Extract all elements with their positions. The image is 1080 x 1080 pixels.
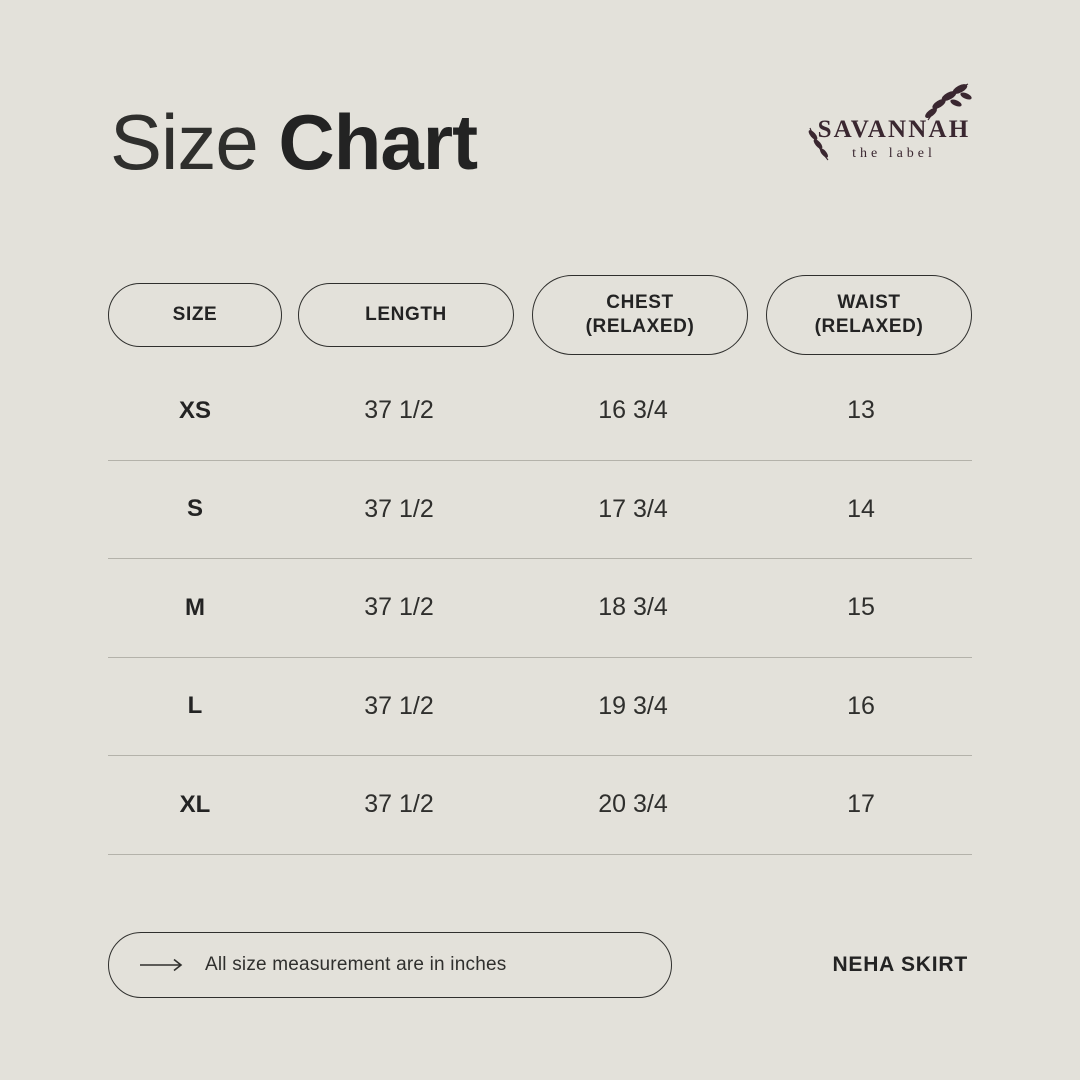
brand-logo bbox=[794, 88, 994, 180]
measurement-note bbox=[108, 932, 672, 998]
cell-waist: 15 bbox=[847, 593, 875, 622]
table-row bbox=[108, 461, 972, 560]
cell-waist: 14 bbox=[847, 494, 875, 523]
column-header-waist-line2: (RELAXED) bbox=[814, 316, 924, 337]
arrow-right-icon bbox=[139, 958, 187, 972]
cell-chest: 17 3/4 bbox=[598, 494, 668, 523]
cell-chest: 19 3/4 bbox=[598, 691, 668, 720]
cell-size: S bbox=[186, 495, 203, 523]
column-header-size-label: SIZE bbox=[172, 304, 218, 326]
column-header-waist bbox=[766, 275, 972, 355]
table-row bbox=[108, 559, 972, 658]
brand-name: SAVANNAH bbox=[817, 116, 971, 143]
column-header-chest-line2: (RELAXED) bbox=[585, 316, 695, 337]
cell-chest: 16 3/4 bbox=[598, 396, 668, 425]
column-header-length-label: LENGTH bbox=[365, 304, 447, 326]
column-header-length bbox=[298, 283, 514, 347]
cell-length: 37 1/2 bbox=[364, 790, 434, 819]
page-title bbox=[110, 98, 478, 186]
column-header-chest-label bbox=[586, 291, 695, 339]
cell-chest: 20 3/4 bbox=[598, 790, 668, 819]
column-header-waist-line1: WAIST bbox=[837, 292, 901, 314]
measurement-note-text: All size measurement are in inches bbox=[205, 954, 507, 975]
table-row bbox=[108, 658, 972, 757]
cell-waist: 17 bbox=[847, 790, 875, 819]
column-header-waist-label bbox=[815, 291, 924, 339]
cell-waist: 13 bbox=[847, 396, 875, 425]
cell-length: 37 1/2 bbox=[364, 691, 434, 720]
table-header-row bbox=[108, 275, 972, 355]
column-header-chest bbox=[532, 275, 748, 355]
cell-length: 37 1/2 bbox=[364, 593, 434, 622]
brand-tagline: the label bbox=[852, 146, 936, 161]
cell-length: 37 1/2 bbox=[364, 396, 434, 425]
product-name: NEHA SKIRT bbox=[832, 953, 968, 976]
cell-size: XL bbox=[179, 790, 211, 818]
cell-size: M bbox=[185, 593, 205, 621]
cell-waist: 16 bbox=[847, 691, 875, 720]
cell-length: 37 1/2 bbox=[364, 494, 434, 523]
cell-size: XS bbox=[178, 396, 211, 424]
cell-chest: 18 3/4 bbox=[598, 593, 668, 622]
page-title-light: Size bbox=[110, 98, 279, 186]
size-table bbox=[108, 362, 972, 855]
table-row bbox=[108, 362, 972, 461]
column-header-size bbox=[108, 283, 282, 347]
cell-size: L bbox=[187, 692, 203, 720]
page-title-bold: Chart bbox=[278, 98, 478, 186]
column-header-chest-line1: CHEST bbox=[606, 292, 674, 314]
table-row bbox=[108, 756, 972, 855]
